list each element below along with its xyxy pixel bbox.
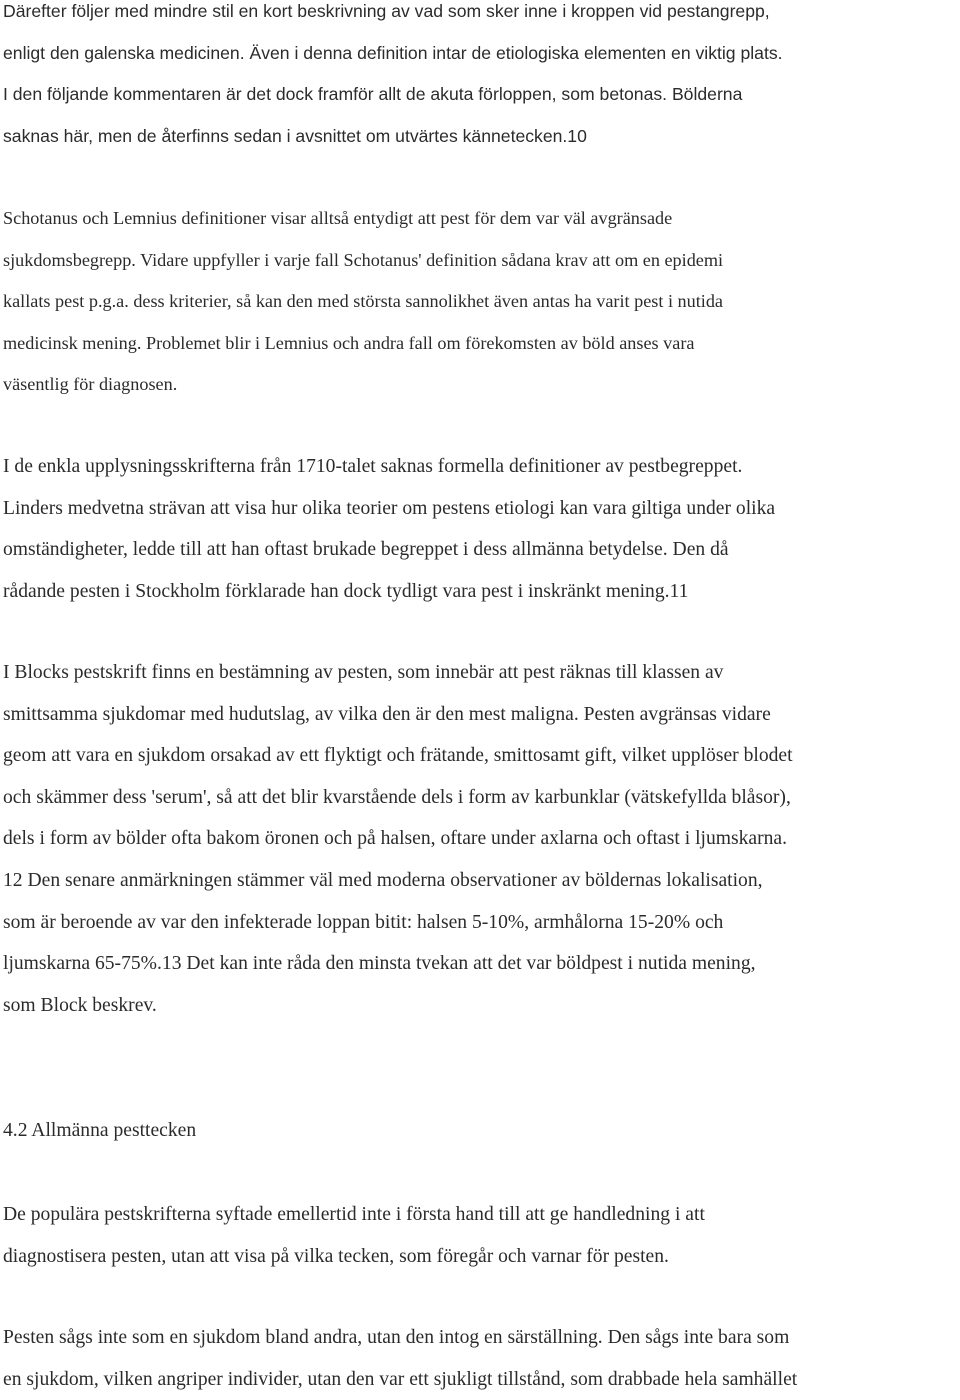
text-line: Pesten sågs inte som en sjukdom bland andra, utan den intog en särställning. Den sågs inte bara som <box>3 1327 790 1348</box>
paragraph-block-pestskrift <box>3 652 793 1026</box>
text-line: Därefter följer med mindre stil en kort beskrivning av vad som sker inne i kroppen vid pestangrepp, <box>3 1 770 21</box>
text-line: I de enkla upplysningsskrifterna från 1710-talet saknas formella definitioner av pestbegreppet. <box>3 456 743 477</box>
text-line: geom att vara en sjukdom orsakad av ett flyktigt och frätande, smittosamt gift, vilket upplöser blodet <box>3 745 793 767</box>
paragraph-pest-sarstallning <box>3 1317 797 1400</box>
text-line: saknas här, men de återfinns sedan i avsnittet om utvärtes kännetecken.10 <box>3 125 587 146</box>
text-line: och skämmer dess 'serum', så att det blir kvarstående dels i form av karbunklar (vätskefyllda blåsor), <box>3 786 791 808</box>
text-line: dels i form av bölder ofta bakom öronen och på halsen, oftare under axlarna och oftast i ljumskarna. <box>3 828 788 850</box>
text-line: en sjukdom, vilken angriper individer, utan den var ett sjukligt tillstånd, som drabbade hela samhället <box>3 1368 798 1390</box>
paragraph-linder-1710 <box>3 446 775 612</box>
text-line: Schotanus och Lemnius definitioner visar alltså entydigt att pest för dem var väl avgränsade <box>3 208 673 228</box>
section-heading: 4.2 Allmänna pesttecken <box>3 1120 197 1141</box>
text-line: som är beroende av var den infekterade loppan bitit: halsen 5-10%, armhålorna 15-20% och <box>3 911 724 933</box>
text-line: smittsamma sjukdomar med hudutslag, av vilka den är den mest maligna. Pesten avgränsas vidare <box>3 703 771 725</box>
text-line: I Blocks pestskrift finns en bestämning av pesten, som innebär att pest räknas till klassen av <box>3 662 724 683</box>
text-line: ljumskarna 65-75%.13 Det kan inte råda den minsta tvekan att det var böldpest i nutida mening, <box>3 953 756 975</box>
text-line: medicinsk mening. Problemet blir i Lemnius och andra fall om förekomsten av böld anses vara <box>3 332 695 353</box>
text-line: I den följande kommentaren är det dock framför allt de akuta förloppen, som betonas. Bölderna <box>3 84 743 105</box>
text-line: diagnostisera pesten, utan att visa på vilka tecken, som föregår och varnar för pesten. <box>3 1245 669 1267</box>
text-line: 12 Den senare anmärkningen stämmer väl med moderna observationer av böldernas lokalisation, <box>3 869 763 891</box>
text-line: rådande pesten i Stockholm förklarade han dock tydligt vara pest i inskränkt mening.11 <box>3 580 689 602</box>
text-line: enligt den galenska medicinen. Även i denna definition intar de etiologiska elementen en viktig plats. <box>3 42 783 63</box>
text-line: sjukdomsbegrepp. Vidare uppfyller i varje fall Schotanus' definition sådana krav att om en epidemi <box>3 249 724 270</box>
text-line: kallats pest p.g.a. dess kriterier, så kan den med största sannolikhet även antas ha varit pest i nutida <box>3 291 724 312</box>
text-line: Linders medvetna strävan att visa hur olika teorier om pestens etiologi kan vara giltiga under olika <box>3 497 776 519</box>
text-line: väsentlig för diagnosen. <box>3 374 178 395</box>
text-line: De populära pestskrifterna syftade emellertid inte i första hand till att ge handledning i att <box>3 1204 705 1225</box>
paragraph-popular-pestskrifter <box>3 1194 705 1277</box>
paragraph-definition-galenic <box>3 0 783 157</box>
text-line: som Block beskrev. <box>3 994 157 1016</box>
paragraph-schotanus-lemnius <box>3 198 723 406</box>
text-line: omständigheter, ledde till att han oftast brukade begreppet i dess allmänna betydelse. Den då <box>3 539 729 561</box>
